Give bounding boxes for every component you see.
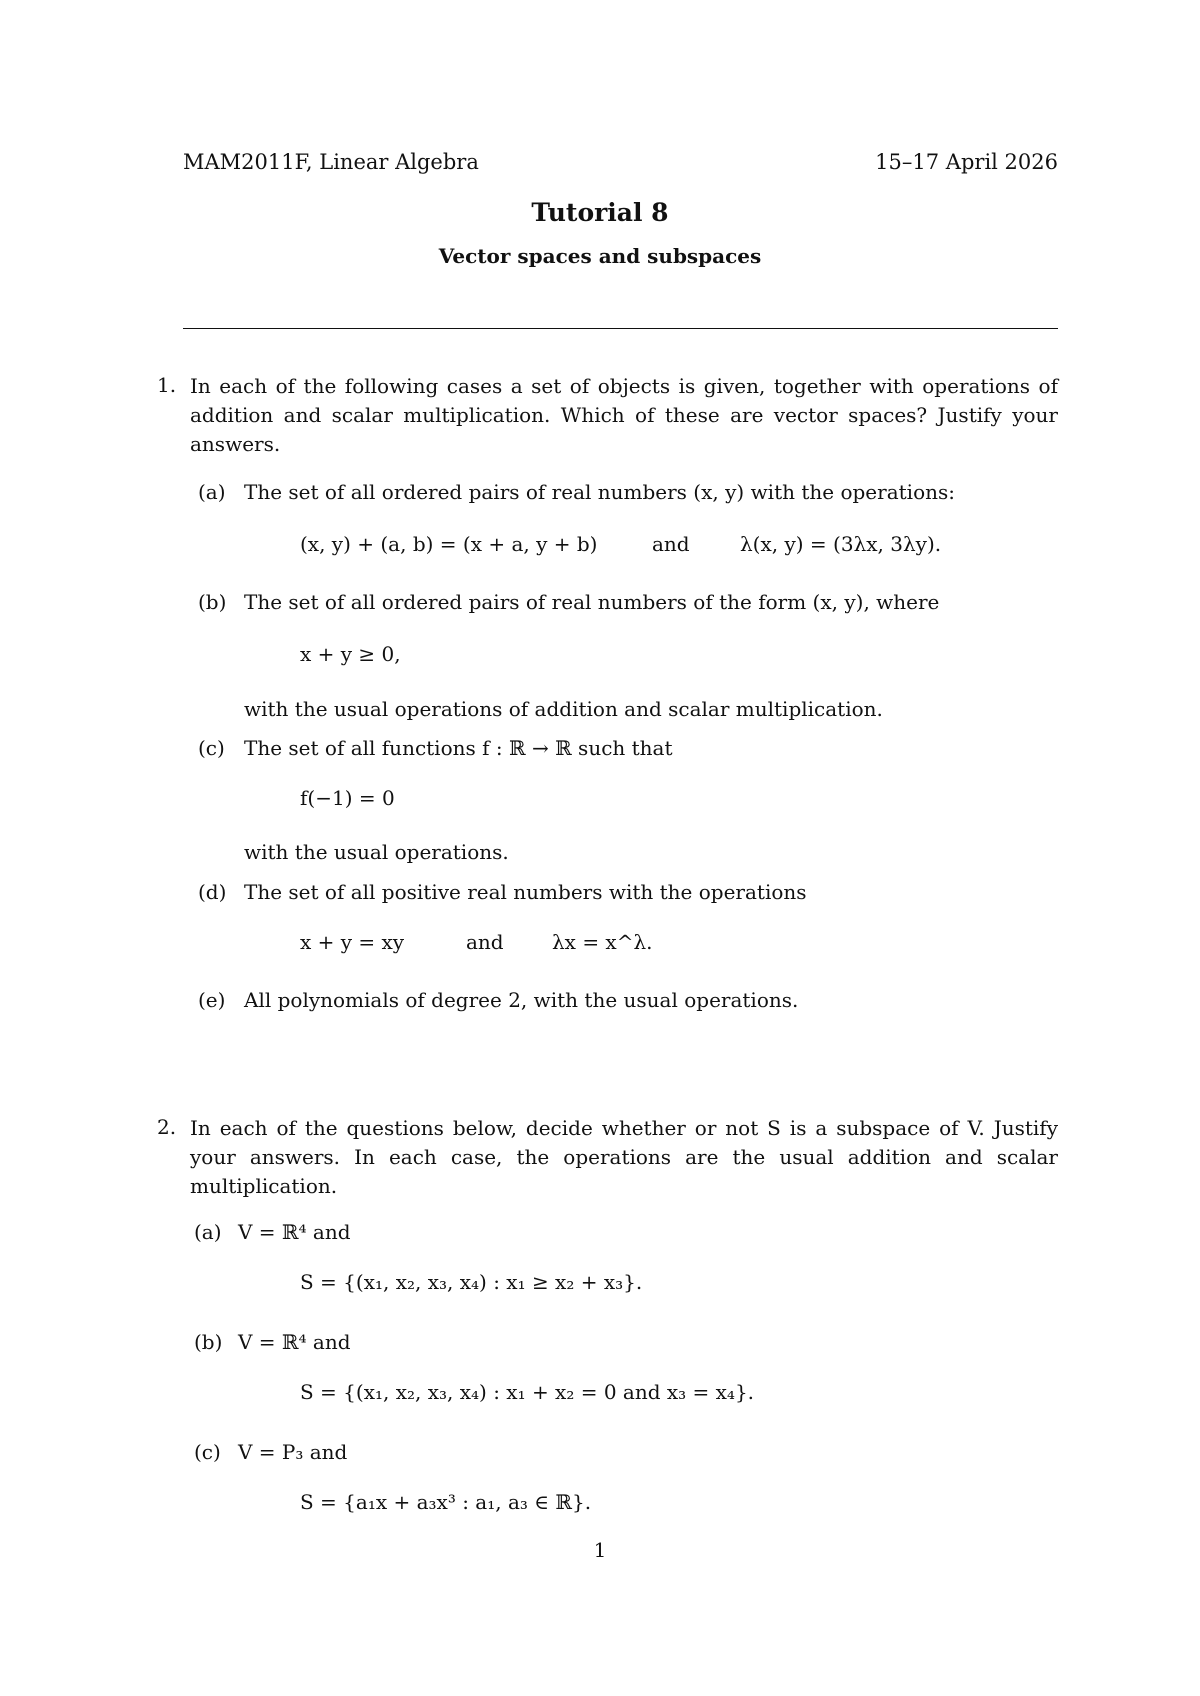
q1b-after: with the usual operations of addition and scalar multiplication. bbox=[244, 697, 883, 721]
question-1-intro: In each of the following cases a set of objects is given, together with operations of addition and scalar multiplication. Which of these are vector spaces? Justify your answers. bbox=[190, 374, 1058, 456]
page-subtitle: Vector spaces and subspaces bbox=[438, 244, 762, 268]
q2b-text: V = ℝ⁴ and bbox=[238, 1330, 351, 1354]
q2b-set: S = {(x₁, x₂, x₃, x₄) : x₁ + x₂ = 0 and x₃ = x₄}. bbox=[300, 1380, 755, 1404]
tutorial-date: 15–17 April 2026 bbox=[875, 150, 1058, 174]
q1d-text: The set of all positive real numbers with the operations bbox=[244, 880, 807, 904]
course-name: MAM2011F, Linear Algebra bbox=[183, 150, 479, 174]
q2c-set: S = {a₁x + a₃x³ : a₁, a₃ ∈ ℝ}. bbox=[300, 1490, 592, 1514]
q1a-text: The set of all ordered pairs of real numbers (x, y) with the operations: bbox=[244, 480, 955, 504]
q1b-text: The set of all ordered pairs of real numbers of the form (x, y), where bbox=[244, 590, 940, 614]
q1a-scalar-rule: λ(x, y) = (3λx, 3λy). bbox=[740, 532, 942, 556]
q2b-label: (b) bbox=[194, 1330, 223, 1354]
question-2-intro: In each of the questions below, decide whether or not S is a subspace of V. Justify your answers. In each case, the operations are the usual addition and scalar multiplication. bbox=[190, 1116, 1058, 1198]
q1d-and: and bbox=[466, 930, 504, 954]
q2c-label: (c) bbox=[194, 1440, 221, 1464]
q2a-set: S = {(x₁, x₂, x₃, x₄) : x₁ ≥ x₂ + x₃}. bbox=[300, 1270, 643, 1294]
page-number: 1 bbox=[593, 1538, 607, 1562]
header-divider bbox=[183, 328, 1058, 329]
q1a-label: (a) bbox=[198, 480, 226, 504]
question-2-number: 2. bbox=[157, 1115, 177, 1139]
q1e-text: All polynomials of degree 2, with the usual operations. bbox=[244, 988, 799, 1012]
q1d-scalar-rule: λx = x^λ. bbox=[552, 930, 653, 954]
page-title: Tutorial 8 bbox=[531, 198, 669, 227]
q1a-addition-rule: (x, y) + (a, b) = (x + a, y + b) bbox=[300, 532, 598, 556]
q1d-addition-rule: x + y = xy bbox=[300, 930, 405, 954]
question-1-number: 1. bbox=[157, 373, 177, 397]
q2a-text: V = ℝ⁴ and bbox=[238, 1220, 351, 1244]
q1c-label: (c) bbox=[198, 736, 225, 760]
q1c-condition: f(−1) = 0 bbox=[300, 786, 395, 810]
q1d-label: (d) bbox=[198, 880, 227, 904]
q1c-after: with the usual operations. bbox=[244, 840, 509, 864]
q1e-label: (e) bbox=[198, 988, 226, 1012]
q2a-label: (a) bbox=[194, 1220, 222, 1244]
q2c-text: V = P₃ and bbox=[238, 1440, 348, 1464]
q1b-condition: x + y ≥ 0, bbox=[300, 642, 401, 666]
q1c-text: The set of all functions f : ℝ → ℝ such that bbox=[244, 736, 673, 760]
q1b-label: (b) bbox=[198, 590, 227, 614]
q1a-and: and bbox=[652, 532, 690, 556]
